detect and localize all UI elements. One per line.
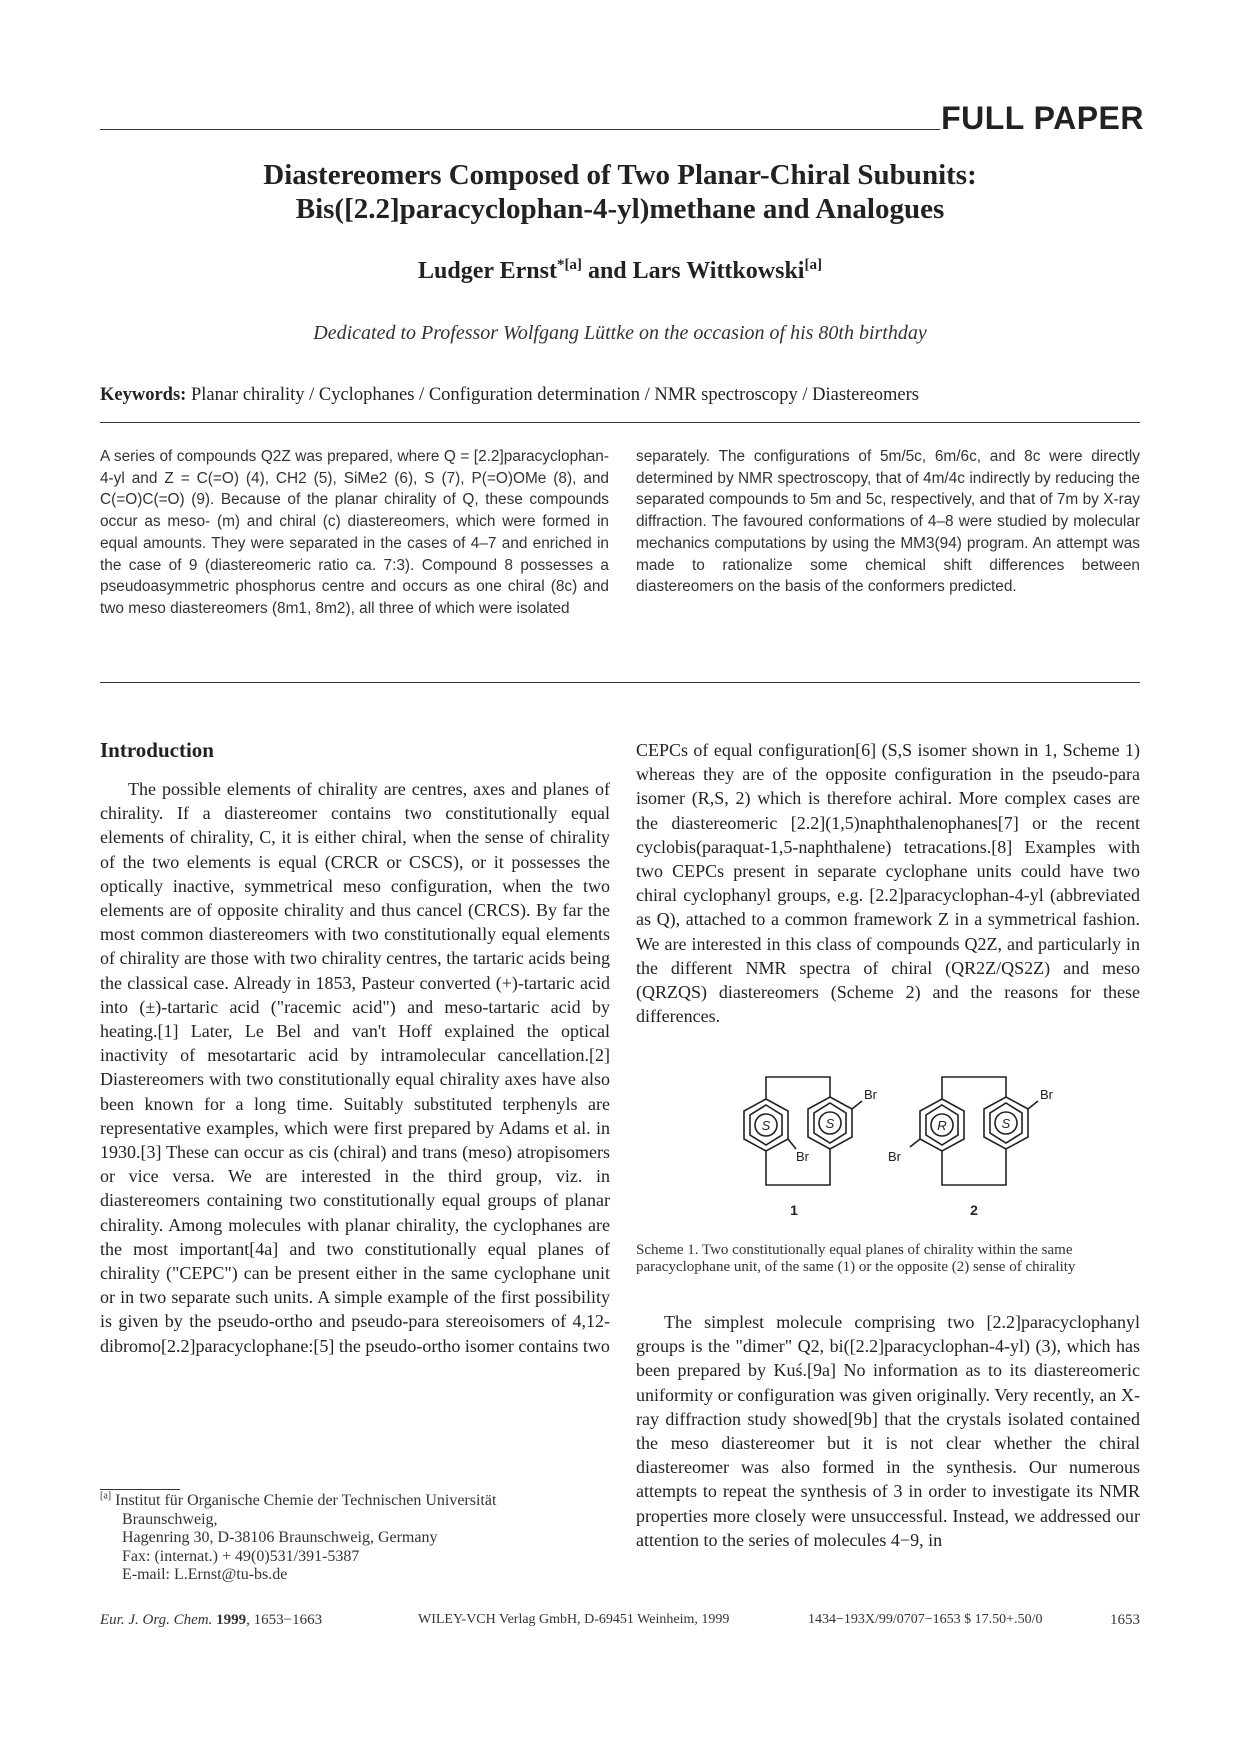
footnote-line-2: Braunschweig, [122,1510,218,1528]
author-line [100,258,1140,285]
header-rule [100,129,940,130]
abstract-bottom-rule [100,682,1140,683]
abstract-left: A series of compounds Q2Z was prepared, where Q = [2.2]paracyclophan-4-yl and Z = C(=O) (4), CH2 (5), SiMe2 (6), S (7), P(=O)OMe (8), and C(=O)C(=O) (9). Because of the planar chirality of Q, these compounds occur as meso- (m) and chiral (c) diastereomers, which were formed in equal amounts. They were separated in the cases of 4–7 and enriched in the case of 9 (diastereomeric ratio ca. 7:3). Compound 8 possesses a pseudoasymmetric phosphorus centre and occurs as one chiral (8c) and two meso diastereomers (8m1, 8m2), all three of which were isolated [100,448,609,617]
bromo-label: Br [1040,1087,1053,1102]
section-label: FULL PAPER [941,100,1144,136]
abstract-top-rule [100,422,1140,423]
footer-journal: Eur. J. Org. Chem. [100,1612,213,1628]
footnote-rule [100,1489,180,1490]
structure-2 [910,1077,1038,1185]
ring-label-s: S [761,1118,771,1133]
compound-label-1: 1 [790,1202,798,1218]
abstract-right: separately. The configurations of 5m/5c, 6m/6c, and 8c were directly determined by NMR spectroscopy, that of 4m/4c indirectly by reducing the separated compounds to 5m and 5c, respectively, and that of 7m by X-ray diffraction. The favoured conformations of 4–8 were studied by molecular mechanics computations by using the MM3(94) program. An attempt was made to rationalize some chemical shift differences between diastereomers on the basis of the conformers predicted. [636,448,1140,596]
author-1-mark: *[a] [556,257,582,273]
footer-year: 1999 [216,1612,247,1628]
affiliation-footnote [100,1492,610,1585]
footnote-mark: [a] [100,1490,112,1502]
footnote-line-3: Hagenring 30, D-38106 Braunschweig, Germany [122,1529,438,1546]
scheme-1-caption: Scheme 1. Two constitutionally equal planes of chirality within the same paracyclophane unit, of the same (1) or the opposite (2) sense of chirality [636,1242,1076,1275]
ring-label-r: R [937,1118,947,1133]
title-line-2: Bis([2.2]paracyclophan-4-yl)methane and Analogues [295,193,945,225]
compound-label-2: 2 [970,1202,978,1218]
intro-paragraph-2: CEPCs of equal configuration[6] (S,S isomer shown in 1, Scheme 1) whereas they are of the opposite configuration in the pseudo-para isomer (R,S, 2) which is therefore achiral. More complex cases are the diastereomeric [2.2](1,5)naphthalenophanes[7] or the recent cyclobis(paraquat-1,5-naphthalene) tetracations.[8] Examples with two CEPCs present in separate cyclophane units could have two chiral cyclophanyl groups, e.g. [2.2]paracyclophan-4-yl (abbreviated as Q), attached to a common framework Z in a symmetrical fashion. We are interested in this class of compounds Q2Z, and particularly in the different NMR spectra of chiral (QR2Z/QS2Z) and meso (QRZQS) diastereomers (Scheme 2) and the reasons for these differences. [636,740,1140,1027]
intro-paragraph-3: The simplest molecule comprising two [2.2]paracyclophanyl groups is the "dimer" Q2, bi([2.2]paracyclophan-4-yl) (3), which has been prepared by Kuś.[9a] No information as to its diastereomeric uniformity or configuration was given originally. Very recently, an X-ray diffraction study showed[9b] that the crystals isolated contained the meso diastereomer but it is not clear whether the chiral diastereomer was also formed in the synthesis. Our numerous attempts to repeat the synthesis of 3 in order to investigate its NMR properties more closely were unsuccessful. Instead, we addressed our attention to the series of molecules 4−9, in [636,1312,1140,1550]
scheme-1-figure [636,1075,1140,1225]
bromo-label: Br [796,1149,809,1164]
ring-label-s: S [1001,1116,1011,1131]
author-1: Ludger Ernst [418,258,557,284]
keywords-text: Planar chirality / Cyclophanes / Configuration determination / NMR spectroscopy / Diastereomers [190,385,919,405]
footer-page-number: 1653 [1110,1612,1140,1628]
bromo-label: Br [888,1149,901,1164]
footnote-line-1: Institut für Organische Chemie der Technischen Universität [115,1492,497,1509]
intro-paragraph-1: The possible elements of chirality are centres, axes and planes of chirality. If a diastereomer contains two constitutionally equal elements of chirality, C, it is either chiral, when the sense of chirality of the two elements is equal (CRCR or CSCS), or it possesses the optically inactive, symmetrical meso configuration, when the two elements are of opposite chirality and thus cancel (CRCS). By far the most common diastereomers with two constitutionally equal elements of chirality are those with two chirality centres, the tartaric acids being the classical case. Already in 1853, Pasteur converted (+)-tartaric acid into (±)-tartaric acid ("racemic acid") and meso-tartaric acid by heating.[1] Later, Le Bel and van't Hoff explained the optical inactivity of mesotartaric acid by intramolecular cancellation.[2] Diastereomers with two constitutionally equal chirality axes have also been known for a long time. Suitably substituted terphenyls are representative examples, which were first prepared by Adams et al. in 1930.[3] These can occur as cis (chiral) and trans (meso) atropisomers or vice versa. We are interested in the third group, viz. in diastereomers containing two constitutionally equal groups of planar chirality. Among molecules with planar chirality, the cyclophanes are the most important[4a] and two constitutionally equal planes of chirality ("CEPC") can be present either in the same cyclophane unit or in two separate such units. A simple example of the first possibility is given by the pseudo-ortho and pseudo-para stereoisomers of 4,12-dibromo[2.2]paracyclophane:[5] the pseudo-ortho isomer contains two [100,779,610,1356]
ring-label-s: S [825,1116,835,1131]
author-2-mark: [a] [804,257,822,273]
footer-publisher: WILEY-VCH Verlag GmbH, D-69451 Weinheim, 1999 [418,1612,730,1627]
footer-issn: 1434−193X/99/0707−1653 $ 17.50+.50/0 [808,1612,1043,1627]
footer-pages: , 1653−1663 [246,1612,323,1628]
body-right-column-bottom [636,1310,1140,1552]
body-right-column-top [636,738,1140,1028]
keywords [100,385,1140,406]
keywords-label: Keywords: [100,385,187,405]
footnote-line-4: Fax: (internat.) + 49(0)531/391-5387 [122,1547,360,1565]
bromo-label: Br [864,1087,877,1102]
author-2: Lars Wittkowski [632,258,805,284]
body-left-column [100,777,610,1358]
footer-citation [100,1612,322,1629]
introduction-heading: Introduction [100,738,214,762]
article-title [100,158,1140,226]
title-line-1: Diastereomers Composed of Two Planar-Chiral Subunits: [263,159,977,191]
dedication: Dedicated to Professor Wolfgang Lüttke on the occasion of his 80th birthday [313,322,927,344]
footnote-line-5: E-mail: L.Ernst@tu-bs.de [122,1566,288,1583]
author-connector: and [581,258,633,284]
